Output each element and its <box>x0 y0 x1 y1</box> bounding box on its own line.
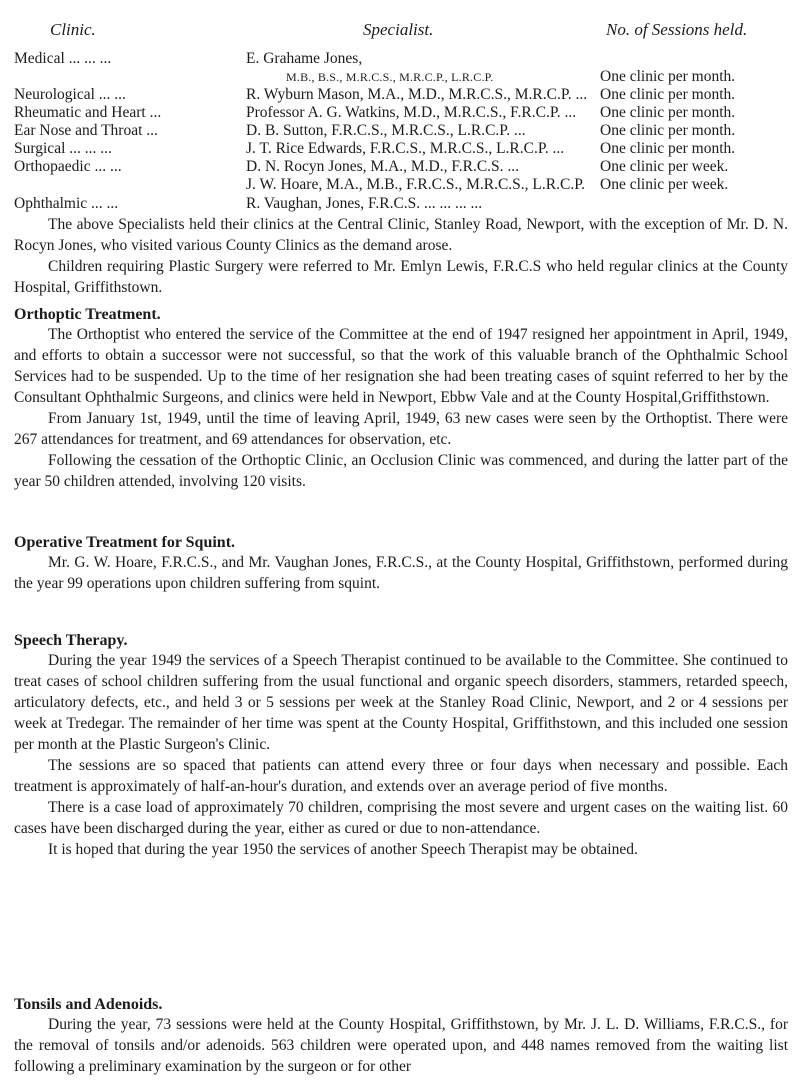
body-paragraph: The Orthoptist who entered the service of the Committee at the end of 1947 resigned her appointment in April, 1949, and efforts to obtain a successor were not successful, so that the work of this valuable branch of the Ophthalmic School Services had to be suspended. Up to the time of her resignation she had been treating cases of squint referred to her by the Consultant Ophthalmic Surgeons, and clinics were held in Newport, Ebbw Vale and at the County Hospital,Griffithstown. <box>14 326 788 406</box>
sessions-cell: One clinic per month. <box>600 86 736 103</box>
specialist-cell: R. Wyburn Mason, M.A., M.D., M.R.C.S., M.R.C.P. ... <box>246 86 588 103</box>
sessions-cell: One clinic per month. <box>600 122 736 139</box>
clinic-cell: Neurological ... ... <box>14 86 126 103</box>
section-heading: Tonsils and Adenoids. <box>14 996 163 1013</box>
specialist-cell: M.B., B.S., M.R.C.S., M.R.C.P., L.R.C.P. <box>286 70 494 84</box>
table-row <box>0 195 801 213</box>
body-paragraph: The sessions are so spaced that patients can attend every three or four days when necessary and possible. Each treatment is approximately of half-an-hour's duration, and extends over an average period of five months. <box>14 757 788 795</box>
intro-paragraph: Children requiring Plastic Surgery were referred to Mr. Emlyn Lewis, F.R.C.S who held regular clinics at the County Hospital, Griffithstown. <box>14 258 788 296</box>
table-row <box>0 104 801 122</box>
specialist-cell: D. B. Sutton, F.R.C.S., M.R.C.S., L.R.C.P. ... <box>246 122 526 139</box>
clinic-cell: Orthopaedic ... ... <box>14 158 122 175</box>
tonsils-section <box>14 996 788 1077</box>
clinic-cell: Rheumatic and Heart ... <box>14 104 162 121</box>
table-row <box>0 68 801 86</box>
header-sessions: No. of Sessions held. <box>606 20 748 39</box>
body-paragraph: It is hoped that during the year 1950 the services of another Speech Therapist may be obtained. <box>48 841 638 858</box>
body-paragraph: There is a case load of approximately 70 children, comprising the most severe and urgent cases on the waiting list. 60 cases have been discharged during the year, either as cured or due to non-attendance. <box>14 799 788 837</box>
sessions-cell: One clinic per month. <box>600 104 736 121</box>
table-row <box>0 140 801 158</box>
sessions-cell: One clinic per week. <box>600 158 729 175</box>
body-paragraph: From January 1st, 1949, until the time of leaving April, 1949, 63 new cases were seen by the Orthoptist. There were 267 attendances for treatment, and 69 attendances for observation, etc. <box>14 410 788 448</box>
section-heading: Operative Treatment for Squint. <box>14 534 236 551</box>
operative-section <box>14 534 788 594</box>
specialist-cell: Professor A. G. Watkins, M.D., M.R.C.S., F.R.C.P. ... <box>246 104 577 121</box>
body-paragraph: During the year 1949 the services of a Speech Therapist continued to be available to the Committee. She continued to treat cases of school children suffering from the usual functional and organic speech disorders, stammers, retarded speech, articulatory defects, etc., and held 3 or 5 sessions per week at the Stanley Road Clinic, Newport, and 2 or 4 sessions per week at Tredegar. The remainder of her time was spent at the County Hospital, Griffithstown, and this included one session per month at the Plastic Surgeon's Clinic. <box>14 652 788 753</box>
clinic-cell: Ear Nose and Throat ... <box>14 122 158 139</box>
section-heading: Speech Therapy. <box>14 632 128 649</box>
specialist-cell: D. N. Rocyn Jones, M.A., M.D., F.R.C.S. ... <box>246 158 520 175</box>
specialist-cell: E. Grahame Jones, <box>246 50 363 67</box>
body-paragraph: Mr. G. W. Hoare, F.R.C.S., and Mr. Vaughan Jones, F.R.C.S., at the County Hospital, Griffithstown, performed during the year 99 operations upon children suffering from squint. <box>14 554 788 592</box>
specialist-cell: R. Vaughan, Jones, F.R.C.S. ... ... ... ... <box>246 195 483 212</box>
table-row <box>0 176 801 194</box>
sessions-cell: One clinic per month. <box>600 140 736 157</box>
sessions-cell: One clinic per month. <box>600 68 736 85</box>
specialist-cell: J. T. Rice Edwards, F.R.C.S., M.R.C.S., L.R.C.P. ... <box>246 140 565 157</box>
clinic-cell: Ophthalmic ... ... <box>14 195 119 212</box>
intro-paragraph: The above Specialists held their clinics at the Central Clinic, Stanley Road, Newport, with the exception of Mr. D. N. Rocyn Jones, who visited various County Clinics as the demand arose. <box>14 216 788 254</box>
sessions-cell: One clinic per week. <box>600 176 729 193</box>
table-row <box>0 122 801 140</box>
specialist-cell: J. W. Hoare, M.A., M.B., F.R.C.S., M.R.C.S., L.R.C.P. <box>246 176 585 193</box>
header-clinic: Clinic. <box>50 20 96 39</box>
speech-section <box>14 632 788 860</box>
header-specialist: Specialist. <box>363 20 434 39</box>
table-row <box>0 158 801 176</box>
intro-section <box>14 214 788 298</box>
orthoptic-section <box>14 306 788 492</box>
clinic-cell: Surgical ... ... ... <box>14 140 112 157</box>
table-row <box>0 50 801 68</box>
clinic-cell: Medical ... ... ... <box>14 50 112 67</box>
body-paragraph: During the year, 73 sessions were held at the County Hospital, Griffithstown, by Mr. J. L. D. Williams, F.R.C.S., for the removal of tonsils and/or adenoids. 563 children were operated upon, and 448 names removed from the waiting list following a preliminary examination by the surgeon or for other <box>14 1016 788 1075</box>
table-row <box>0 86 801 104</box>
body-paragraph: Following the cessation of the Orthoptic Clinic, an Occlusion Clinic was commenced, and during the latter part of the year 50 children attended, involving 120 visits. <box>14 452 788 490</box>
section-heading: Orthoptic Treatment. <box>14 306 161 323</box>
